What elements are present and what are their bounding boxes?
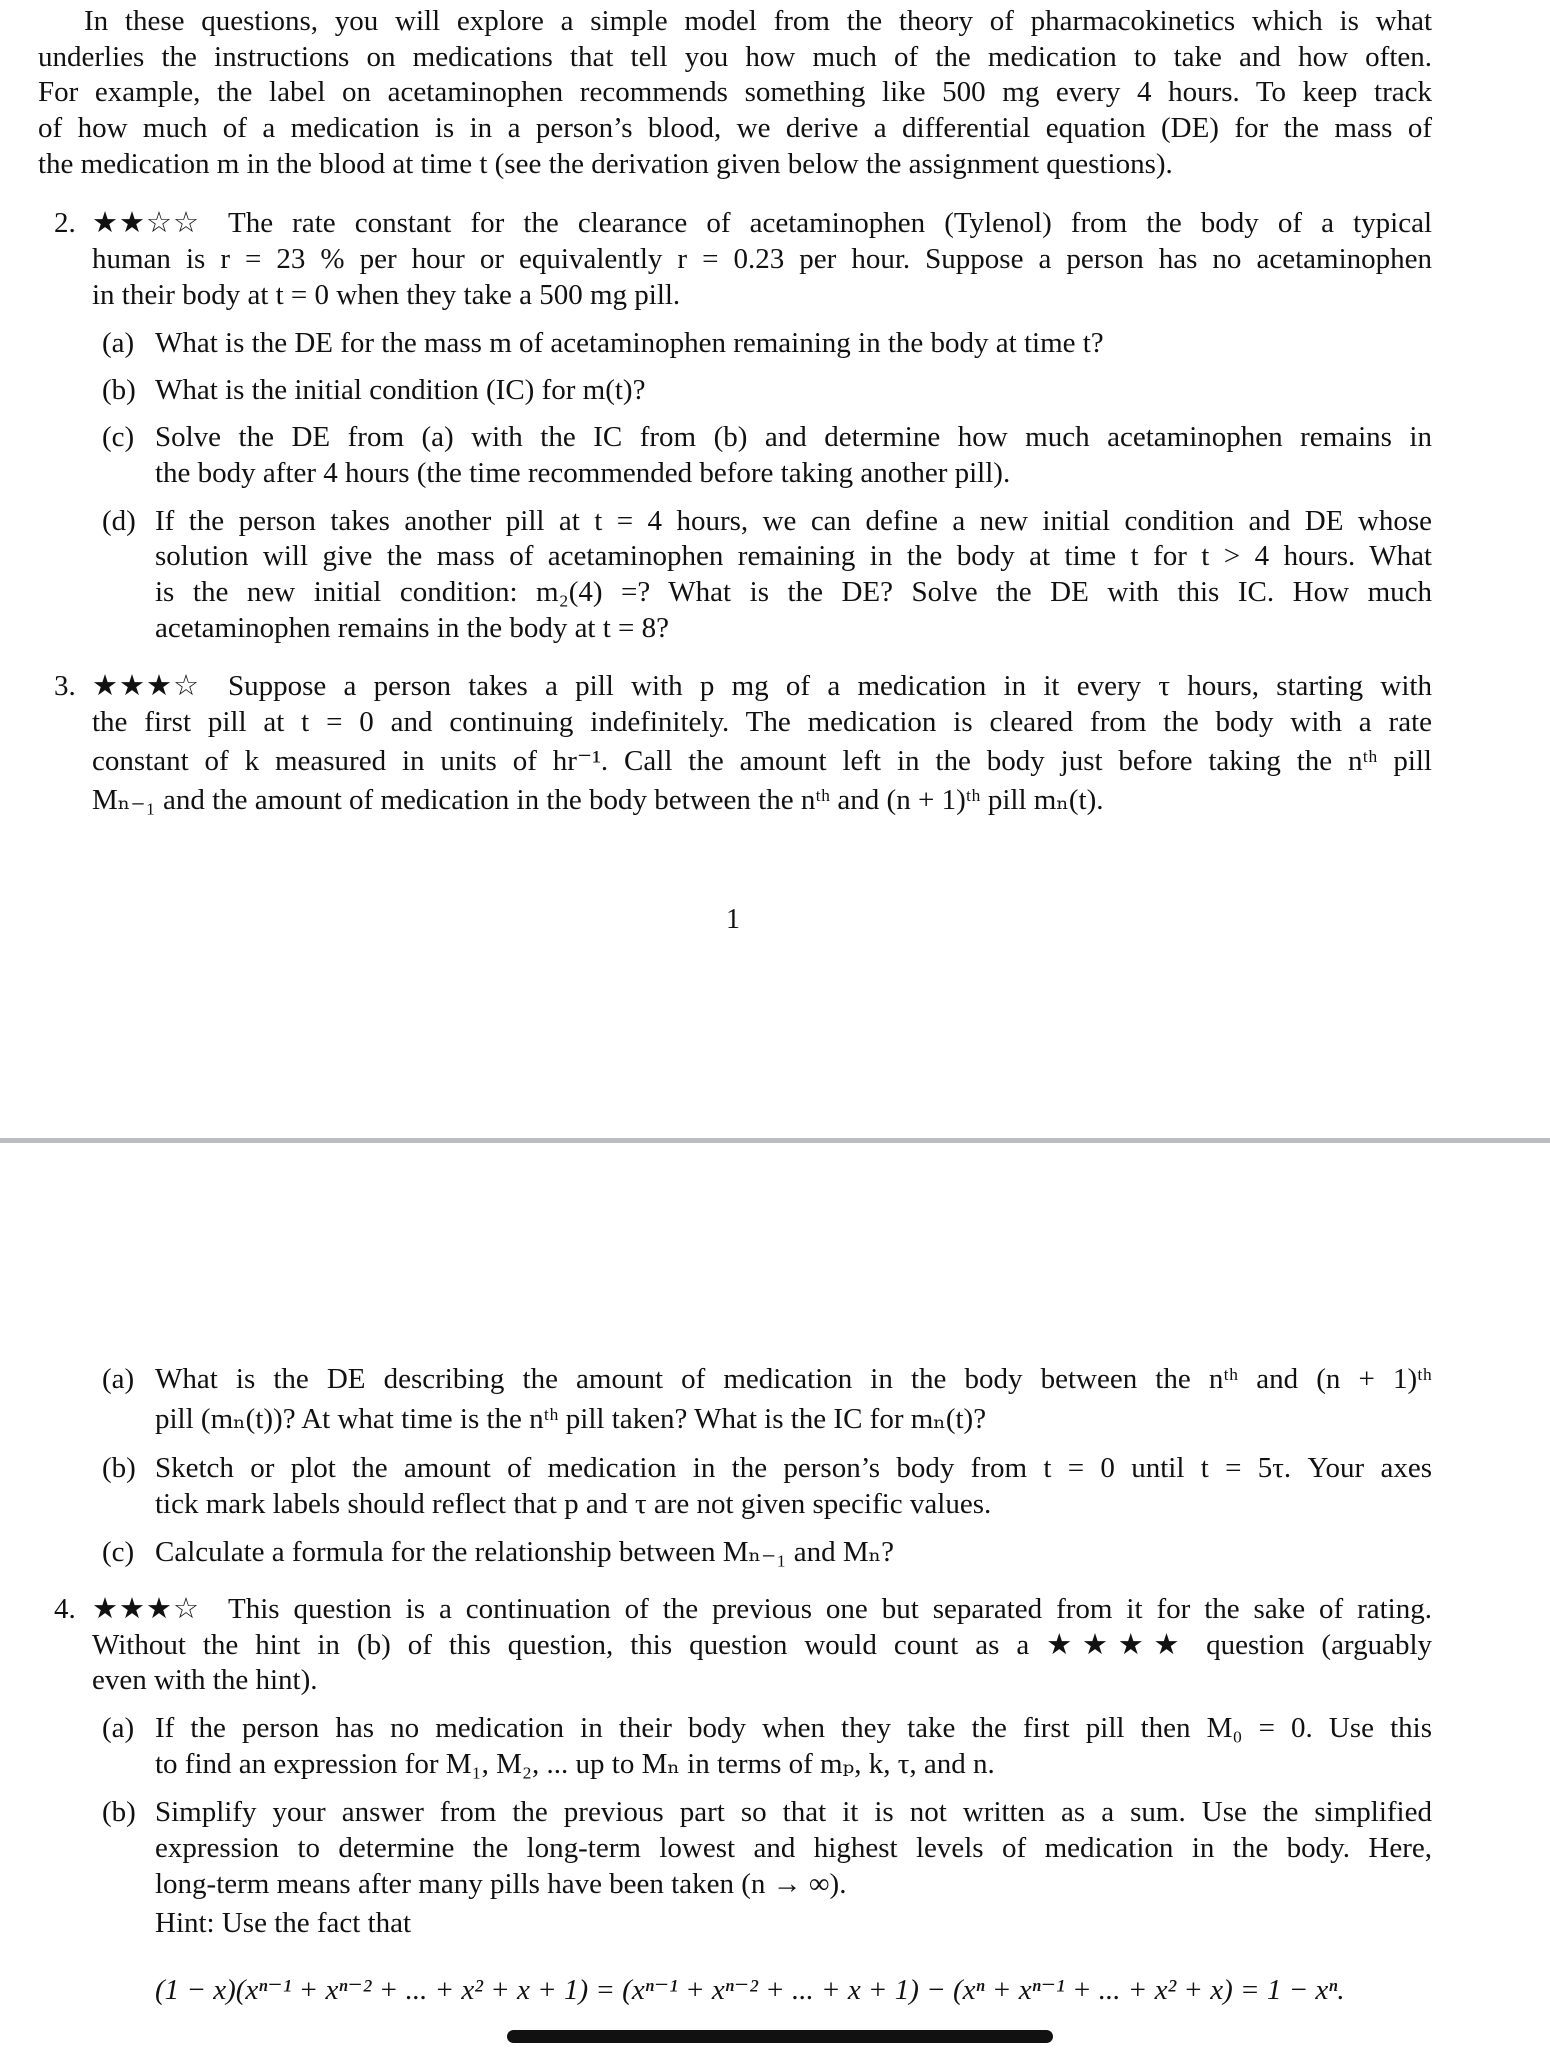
q2-part-c-label: (c) (102, 421, 135, 453)
q4-number: 4. (54, 1593, 76, 1625)
q4-hint-label: Hint: Use the fact that (155, 1907, 412, 1939)
q2-line-2: human is r = 23 % per hour or equivalently r = 0.23 per hour. Suppose a person has no acetaminophen (92, 243, 1432, 275)
intro-line-3: For example, the label on acetaminophen recommends something like 500 mg every 4 hours. To keep track (38, 76, 1432, 108)
q4-line-2: Without the hint in (b) of this question, this question would count as a ★★★★ question (arguably (92, 1629, 1432, 1661)
q2-part-a-label: (a) (102, 327, 135, 359)
q3-part-a-label: (a) (102, 1363, 135, 1395)
q3-part-b-label: (b) (102, 1452, 136, 1484)
q2-line-3: in their body at t = 0 when they take a 500 mg pill. (92, 279, 681, 311)
q2-part-d-line-1: If the person takes another pill at t = 4 hours, we can define a new initial condition and DE whose (155, 505, 1432, 537)
q2-line-1: The rate constant for the clearance of acetaminophen (Tylenol) from the body of a typical (228, 207, 1432, 239)
q3-part-c-label: (c) (102, 1536, 135, 1568)
q3-line-4: Mₙ₋₁ and the amount of medication in the body between the nᵗʰ and (n + 1)ᵗʰ pill mₙ(t). (92, 784, 1104, 816)
q3-part-c-text: Calculate a formula for the relationship between Mₙ₋₁ and Mₙ? (155, 1536, 895, 1568)
q4-part-a-line-1: If the person has no medication in their body when they take the first pill then M₀ = 0. Use this (155, 1712, 1432, 1744)
q3-part-a-line-1: What is the DE describing the amount of medication in the body between the nᵗʰ and (n + 1)ᵗʰ (155, 1363, 1432, 1395)
q2-part-a-text: What is the DE for the mass m of acetaminophen remaining in the body at time t? (155, 327, 1104, 359)
q4-part-b-line-3: long-term means after many pills have been taken (n → ∞). (155, 1868, 847, 1900)
q2-part-d-line-3: is the new initial condition: m₂(4) =? What is the DE? Solve the DE with this IC. How much (155, 576, 1432, 608)
q2-part-c-line-2: the body after 4 hours (the time recommended before taking another pill). (155, 457, 1011, 489)
q2-part-d-label: (d) (102, 505, 136, 537)
intro-line-4: of how much of a medication is in a person’s blood, we derive a differential equation (DE) for the mass of (38, 112, 1432, 144)
q2-difficulty-stars: ★★☆☆ (92, 207, 200, 239)
intro-line-5: the medication m in the blood at time t (see the derivation given below the assignment questions). (38, 148, 1173, 180)
q4-part-a-label: (a) (102, 1712, 135, 1744)
q2-part-c-line-1: Solve the DE from (a) with the IC from (b) and determine how much acetaminophen remains in (155, 421, 1432, 453)
q4-hint-equation: (1 − x)(xⁿ⁻¹ + xⁿ⁻² + ... + x² + x + 1) = (xⁿ⁻¹ + xⁿ⁻² + ... + x + 1) − (xⁿ + xⁿ⁻¹ + ... + x² + x) = 1 − xⁿ. (155, 1974, 1345, 2006)
q3-line-3: constant of k measured in units of hr⁻¹. Call the amount left in the body just before taking the nᵗʰ pill (92, 745, 1432, 777)
q2-part-d-line-2: solution will give the mass of acetaminophen remaining in the body at time t for t > 4 hours. What (155, 540, 1432, 572)
q3-line-2: the first pill at t = 0 and continuing indefinitely. The medication is cleared from the body with a rate (92, 706, 1432, 738)
q3-difficulty-stars: ★★★☆ (92, 670, 200, 702)
q4-part-a-line-2: to find an expression for M₁, M₂, ... up to Mₙ in terms of mₚ, k, τ, and n. (155, 1748, 995, 1780)
q4-difficulty-stars: ★★★☆ (92, 1593, 200, 1625)
q2-part-b-text: What is the initial condition (IC) for m(t)? (155, 374, 646, 406)
q3-number: 3. (54, 670, 76, 702)
q3-line-1: Suppose a person takes a pill with p mg of a medication in it every τ hours, starting with (228, 670, 1432, 702)
home-indicator (507, 2030, 1053, 2043)
q4-line-1: This question is a continuation of the previous one but separated from it for the sake of rating. (228, 1593, 1432, 1625)
q3-part-b-line-2: tick mark labels should reflect that p and τ are not given specific values. (155, 1488, 992, 1520)
q4-part-b-line-1: Simplify your answer from the previous part so that it is not written as a sum. Use the simplified (155, 1796, 1432, 1828)
q2-part-b-label: (b) (102, 374, 136, 406)
q2-number: 2. (54, 207, 76, 239)
q3-part-a-line-2: pill (mₙ(t))? At what time is the nᵗʰ pill taken? What is the IC for mₙ(t)? (155, 1403, 987, 1435)
intro-line-2: underlies the instructions on medications that tell you how much of the medication to take and how often. (38, 41, 1432, 73)
page-number: 1 (726, 904, 740, 935)
q2-part-d-line-4: acetaminophen remains in the body at t = 8? (155, 612, 670, 644)
q3-part-b-line-1: Sketch or plot the amount of medication in the person’s body from t = 0 until t = 5τ. Your axes (155, 1452, 1432, 1484)
intro-line-1: In these questions, you will explore a simple model from the theory of pharmacokinetics which is what (84, 5, 1432, 37)
q4-line-3: even with the hint). (92, 1664, 318, 1696)
q4-part-b-label: (b) (102, 1796, 136, 1828)
q4-part-b-line-2: expression to determine the long-term lowest and highest levels of medication in the body. Here, (155, 1832, 1432, 1864)
page-2 (0, 1143, 1550, 2051)
